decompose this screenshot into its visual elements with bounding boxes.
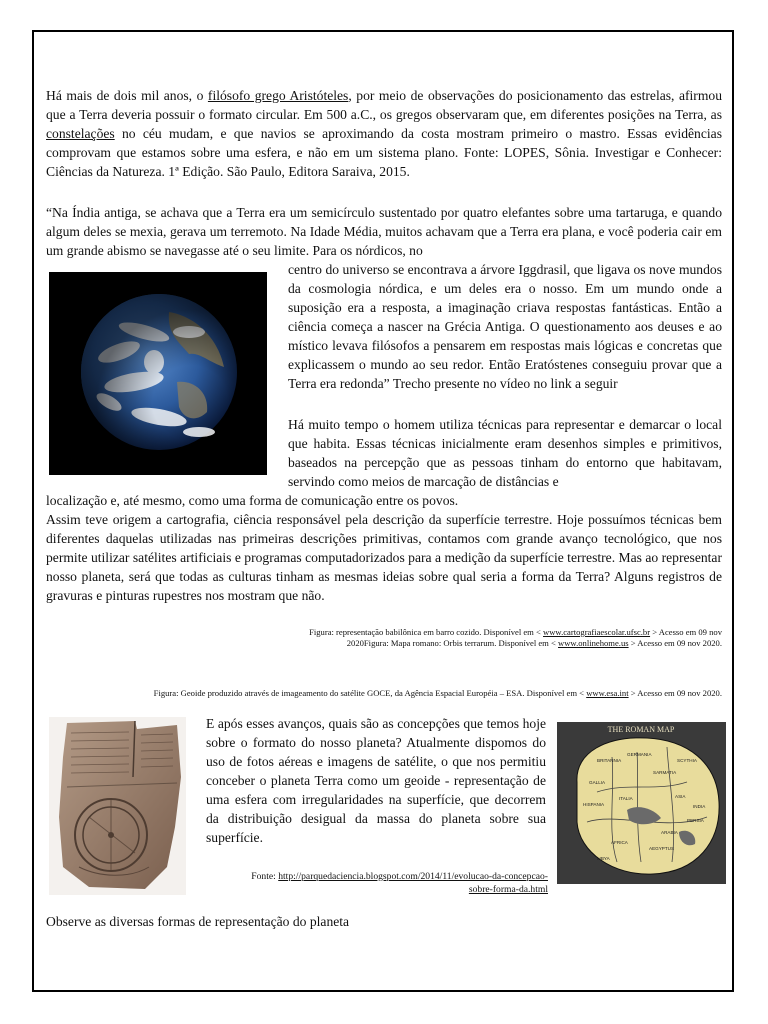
- babylonian-tablet-image: [49, 717, 186, 895]
- parquedaciencia-link[interactable]: http://parquedaciencia.blogspot.com/2014/11/evolucao-da-concepcao-sobre-forma-da.html: [278, 871, 548, 895]
- fonte-credit: Fonte: http://parquedaciencia.blogspot.com/2014/11/evolucao-da-concepcao-sobre-forma-da.html: [251, 871, 548, 895]
- svg-text:BRITANNIA: BRITANNIA: [597, 758, 622, 763]
- observe-instruction: Observe as diversas formas de representação do planeta: [46, 914, 350, 929]
- svg-text:ASIA: ASIA: [675, 794, 686, 799]
- cartografiaescolar-link[interactable]: www.cartografiaescolar.ufsc.br: [543, 627, 651, 637]
- roman-map-image: [557, 722, 726, 884]
- figure-caption-maps: Figura: representação babilônica em barro cozido. Disponível em < www.cartografiaescolar.ufsc.br > Acesso em 09 nov 2020Figura: Mapa romano: Orbis terrarum. Disponível em < www.onlinehome.us > Acesso em 09 nov 2020.: [309, 627, 722, 648]
- figure-caption-geoide: Figura: Geoide produzido através de imageamento do satélite GOCE, da Agência Espacial Européia – ESA. Disponível em < www.esa.int > Acesso em 09 nov 2020.: [153, 688, 722, 698]
- roman-map-header: THE ROMAN MAP: [607, 725, 675, 734]
- intro-paragraph: Há mais de dois mil anos, o filósofo grego Aristóteles, por meio de observações do posicionamento das estrelas, afirmou que a Terra deveria possuir o formato circular. Em 500 a.C., os gregos observaram que, em diferentes posições na Terra, as constelações no céu mudam, e que navios se aproximando da costa mostram primeiro o mastro. Essas evidências comprovam que estamos sobre uma esfera, e não em um sistema plano. Fonte: LOPES, Sônia. Investigar e Conhecer: Ciências da Natureza. 1ª Edição. São Paulo, Editora Saraiva, 2015.: [46, 88, 723, 179]
- svg-text:AFRICA: AFRICA: [611, 840, 628, 845]
- svg-text:GERMANIA: GERMANIA: [627, 752, 652, 757]
- svg-text:SCYTHIA: SCYTHIA: [677, 758, 697, 763]
- geoide-paragraph: E após esses avanços, quais são as concepções que temos hoje sobre o formato do nosso planeta? Atualmente dispomos do uso de fotos aéreas e imagens de satélite, o que nos permitiu conceber o planeta Terra como um geoide - representação de uma esfera com irregularidades na superfície, que decorrem da distribuição desigual da massa do planeta sobre sua superfície.: [206, 716, 546, 845]
- svg-text:LIBYA: LIBYA: [597, 856, 610, 861]
- onlinehome-link[interactable]: www.onlinehome.us: [558, 638, 629, 648]
- esa-link[interactable]: www.esa.int: [586, 688, 629, 698]
- constelacoes-link[interactable]: constelações: [46, 126, 115, 141]
- aristoteles-link[interactable]: filósofo grego Aristóteles: [207, 88, 349, 103]
- svg-text:AEGYPTUS: AEGYPTUS: [649, 846, 675, 851]
- cartography-paragraph-wrap: Há muito tempo o homem utiliza técnicas para representar e demarcar o local que habita. Essas técnicas inicialmente eram desenhos simples e primitivos, baseados na percepção que as pessoas tinham do entorno que habitavam, servindo como meios de marcação de distâncias e: [288, 417, 722, 489]
- svg-text:ARABIA: ARABIA: [661, 830, 678, 835]
- svg-text:GALLIA: GALLIA: [589, 780, 606, 785]
- svg-text:ITALIA: ITALIA: [619, 796, 633, 801]
- cartography-paragraph-end: localização e, até mesmo, como uma forma de comunicação entre os povos.: [46, 493, 459, 508]
- quote-paragraph-top: “Na Índia antiga, se achava que a Terra era um semicírculo sustentado por quatro elefantes sobre uma tartaruga, e quando algum deles se mexia, gerava um terremoto. Na Idade Média, muitos achavam que a Terra era plana, e você poderia cair em um grande abismo se navegasse até o seu limite. Para os nórdicos, no: [46, 205, 722, 258]
- svg-text:INDIA: INDIA: [693, 804, 706, 809]
- svg-text:PERSIA: PERSIA: [687, 818, 704, 823]
- quote-paragraph-wrap: centro do universo se encontrava a árvore Iggdrasil, que ligava os nove mundos da cosmologia nórdica, e um deles era o nosso. Em um mundo onde a suposição era a resposta, a imaginação criava respostas fantásticas. Então a ciência começa a nascer na Grécia Antiga. O questionamento aos deuses e ao místico levava filósofos a pensarem em respostas mais lógicas e concretas que explicassem o mundo ao seu redor. Então Eratóstenes conseguiu provar que a Terra era redonda” Trecho presente no vídeo no link a seguir: [288, 262, 722, 391]
- svg-text:SARMATIA: SARMATIA: [653, 770, 677, 775]
- earth-photo: [49, 272, 267, 475]
- cartography-origin-paragraph: Assim teve origem a cartografia, ciência responsável pela descrição da superfície terrestre. Hoje possuímos técnicas bem diferentes daquelas utilizadas nas primeiras descrições primitivas, contamos com grande avanço tecnológico, que nos permite utilizar satélites artificiais e programas computadorizados para a medição da superfície terrestre. Mas ao representar nosso planeta, será que todas as culturas tinham as mesmas ideias sobre qual seria a forma da Terra? Alguns registros de gravuras e pinturas rupestres nos mostram que não.: [46, 512, 722, 603]
- svg-text:HISPANIA: HISPANIA: [583, 802, 605, 807]
